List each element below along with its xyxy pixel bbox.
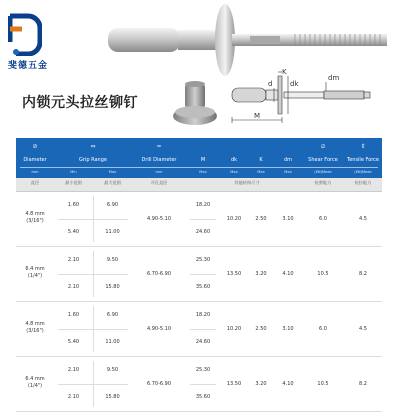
k-value: 3.20 xyxy=(255,271,267,277)
tensile-value: 8.2 xyxy=(359,271,367,277)
diagram-label-m: M xyxy=(254,112,261,120)
grip-min-2: 2.10 xyxy=(67,284,80,290)
m-value-1: 18.20 xyxy=(195,312,211,318)
header-m: M Max xyxy=(199,157,207,174)
dk-value: 13.50 xyxy=(226,271,242,277)
m-value-1: 18.20 xyxy=(195,202,211,208)
rivet-head-image xyxy=(168,78,222,134)
diameter-inch: (3/16") xyxy=(26,218,44,224)
dm-value: 4.10 xyxy=(282,271,294,277)
product-title: 内锁元头拉丝铆钉 xyxy=(22,95,138,111)
dk-value: 10.20 xyxy=(226,216,242,222)
diagram-label-k: K xyxy=(282,68,287,76)
diameter-inch: (3/16") xyxy=(26,328,44,334)
grip-max-2: 15.80 xyxy=(105,394,120,400)
header-tensile-force: ⇕ Tensile Force (KN)Mean xyxy=(344,138,382,178)
header-drill-diameter: ≈ Drill Diameter mm xyxy=(132,138,186,178)
header-k: K Max xyxy=(257,157,265,174)
shear-value: 10.5 xyxy=(317,381,329,387)
diameter-value: 6.4 mm xyxy=(25,376,45,382)
table-row-group xyxy=(16,302,382,357)
grip-max-1: 6.90 xyxy=(106,312,119,318)
grip-max-1: 9.50 xyxy=(106,257,119,263)
dm-value: 3.10 xyxy=(282,326,294,332)
tensile-value: 4.5 xyxy=(359,216,367,222)
m-value-1: 25.30 xyxy=(195,367,211,373)
diagram-label-dm: dm xyxy=(328,74,340,82)
rivet-dimension-diagram xyxy=(226,68,398,126)
diameter-inch: (1/4") xyxy=(27,383,43,389)
drill-icon: ≈ xyxy=(156,143,162,150)
m-value-2: 24.60 xyxy=(195,339,211,345)
drill-value: 4.90-5.10 xyxy=(146,326,172,332)
dm-value: 4.10 xyxy=(282,381,294,387)
header-diameter: ⊘ Diameter mm xyxy=(16,138,54,178)
tensile-icon: ⇕ xyxy=(360,143,366,150)
k-value: 2.50 xyxy=(255,216,267,222)
grip-max-1: 6.90 xyxy=(106,202,119,208)
table-row-group xyxy=(16,357,382,412)
diameter-icon: ⊘ xyxy=(32,143,38,150)
k-value: 2.50 xyxy=(255,326,267,332)
grip-min-2: 5.40 xyxy=(67,339,80,345)
diameter-inch: (1/4") xyxy=(27,273,43,279)
m-value-2: 35.60 xyxy=(195,284,211,290)
shear-value: 6.0 xyxy=(319,326,327,332)
header-shear-force: ⧄ Shear Force (KN)Mean xyxy=(302,138,344,178)
diagram-label-d: d xyxy=(268,80,273,88)
fd-logo-icon xyxy=(8,12,42,56)
brand-logo xyxy=(8,12,108,72)
grip-range-icon: ⇔ xyxy=(90,143,96,150)
dk-value: 10.20 xyxy=(226,326,242,332)
tensile-value: 4.5 xyxy=(359,326,367,332)
grip-min-1: 1.60 xyxy=(67,312,80,318)
shear-value: 10.5 xyxy=(317,271,329,277)
table-header xyxy=(16,138,382,178)
m-value-1: 25.30 xyxy=(195,257,211,263)
brand-name-cn: 斐德五金 xyxy=(8,61,49,71)
shear-icon: ⧄ xyxy=(321,143,325,150)
shear-value: 6.0 xyxy=(319,216,327,222)
diameter-value: 6.4 mm xyxy=(25,266,45,272)
spec-table xyxy=(16,138,382,412)
drill-value: 6.70-6.90 xyxy=(146,381,172,387)
cn-header-row: 直径 最小范围 最大范围 开孔直径 其他结构尺寸 抗剪能力 抗拉能力 xyxy=(16,178,382,192)
diameter-value: 4.8 mm xyxy=(25,211,45,217)
grip-min-1: 2.10 xyxy=(67,257,80,263)
grip-max-2: 15.80 xyxy=(105,284,120,290)
grip-max-2: 11.00 xyxy=(105,229,120,235)
header-dm: dm Max xyxy=(283,157,293,174)
tensile-value: 8.2 xyxy=(359,381,367,387)
drill-value: 4.90-5.10 xyxy=(146,216,172,222)
grip-min-2: 5.40 xyxy=(67,229,80,235)
grip-max-1: 9.50 xyxy=(106,367,119,373)
grip-max-2: 11.00 xyxy=(105,339,120,345)
dk-value: 13.50 xyxy=(226,381,242,387)
drill-value: 6.70-6.90 xyxy=(146,271,172,277)
grip-min-2: 2.10 xyxy=(67,394,80,400)
diameter-value: 4.8 mm xyxy=(25,321,45,327)
header-grip-range: ⇔ Grip Range Min Max xyxy=(54,138,132,178)
table-row-group xyxy=(16,247,382,302)
table-row-group xyxy=(16,192,382,247)
k-value: 3.20 xyxy=(255,381,267,387)
m-value-2: 24.60 xyxy=(195,229,211,235)
diagram-label-dk: dk xyxy=(290,80,299,88)
dm-value: 3.10 xyxy=(282,216,294,222)
grip-min-1: 2.10 xyxy=(67,367,80,373)
m-value-2: 35.60 xyxy=(195,394,211,400)
header-dk: dk Max xyxy=(230,157,238,174)
grip-min-1: 1.60 xyxy=(67,202,80,208)
